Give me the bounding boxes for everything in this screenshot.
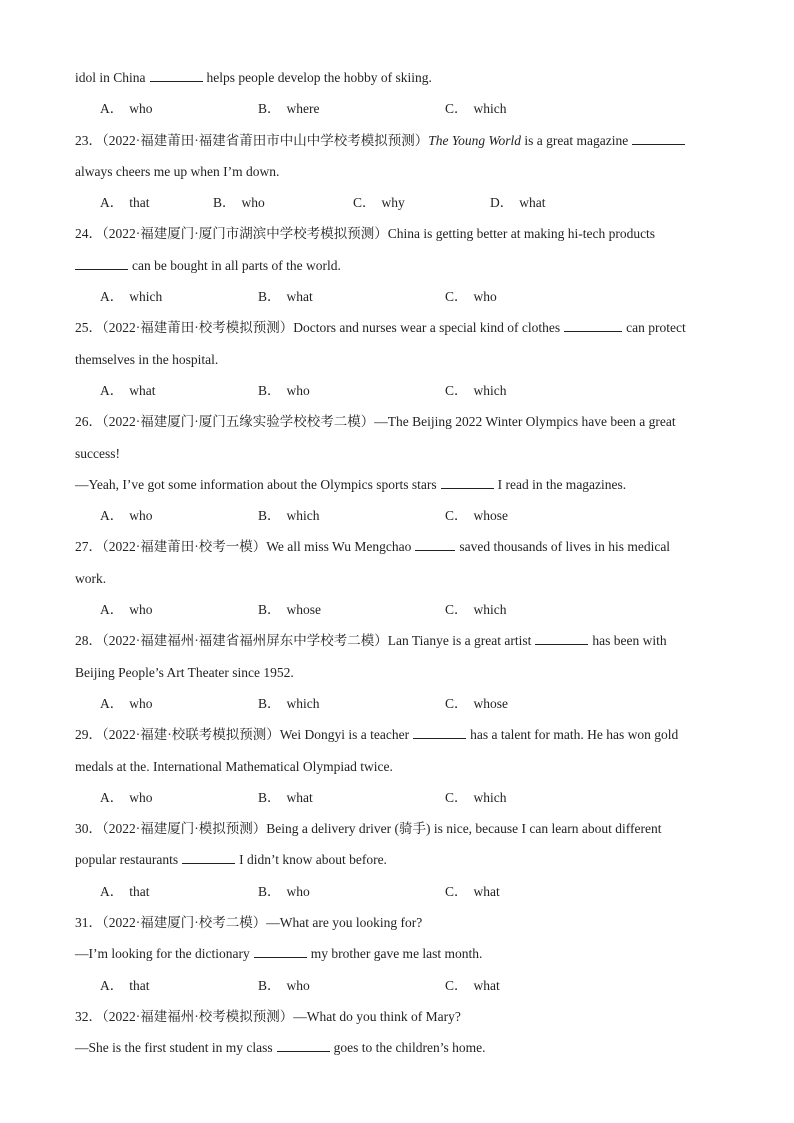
option-c[interactable]: C． which [445, 382, 507, 398]
q29-line2: medals at the. International Mathematical Olympiad twice. [75, 758, 393, 774]
option-b[interactable]: B． what [258, 289, 313, 305]
option-c[interactable]: C． which [445, 602, 507, 618]
option-a[interactable]: A． that [100, 977, 150, 993]
option-b[interactable]: B． who [258, 382, 310, 398]
answer-blank [415, 536, 455, 551]
q29-options [75, 782, 715, 813]
q23-options [75, 187, 715, 218]
question-number: 25． [75, 320, 102, 336]
q25-line1: 25．（2022·福建莆田·校考模拟预测）Doctors and nurses wear a special kind of clothes can protect [75, 312, 715, 343]
option-c[interactable]: C． what [445, 883, 500, 899]
option-c[interactable]: C． why [353, 195, 405, 211]
question-source: （2022·福建莆田·校考模拟预测） [102, 320, 294, 336]
q28-line1: 28．（2022·福建福州·福建省福州屏东中学校考二模）Lan Tianye is a great artist has been with [75, 625, 715, 656]
option-b[interactable]: B． who [213, 195, 265, 211]
q22-options [75, 93, 715, 124]
option-d[interactable]: D． what [490, 195, 546, 211]
option-c[interactable]: C． whose [445, 508, 509, 524]
option-b[interactable]: B． where [258, 101, 320, 117]
question-source: （2022·福建莆田·校考一模） [102, 539, 267, 555]
q30-line2: popular restaurants I didn’t know about before. [75, 844, 715, 875]
question-number: 26． [75, 414, 102, 430]
q30-options [75, 876, 715, 907]
q26-line3: —Yeah, I’ve got some information about the Olympics sports stars I read in the magazines. [75, 469, 715, 500]
option-a[interactable]: A． who [100, 508, 153, 524]
answer-blank [441, 474, 494, 489]
q24-line2: can be bought in all parts of the world. [75, 250, 715, 281]
question-source: （2022·福建福州·校考模拟预测） [102, 1008, 294, 1024]
q31-line1: 31．（2022·福建厦门·校考二模）—What are you looking for? [75, 915, 423, 931]
q22-text: helps people develop the hobby of skiing. [206, 70, 432, 85]
answer-blank [254, 943, 307, 958]
q23-line1: 23．（2022·福建莆田·福建省莆田市中山中学校考模拟预测）The Young World is a great magazine [75, 125, 715, 156]
question-source: （2022·福建厦门·模拟预测） [102, 821, 267, 837]
option-b[interactable]: B． who [258, 977, 310, 993]
question-number: 28． [75, 633, 102, 649]
option-a[interactable]: A． who [100, 789, 153, 805]
option-a[interactable]: A． who [100, 602, 153, 618]
option-b[interactable]: B． who [258, 883, 310, 899]
option-a[interactable]: A． what [100, 382, 156, 398]
q22-text: idol in China [75, 70, 146, 85]
question-source: （2022·福建莆田·福建省莆田市中山中学校考模拟预测） [102, 132, 429, 148]
option-a[interactable]: A． who [100, 695, 153, 711]
question-number: 24． [75, 226, 102, 242]
q25-options [75, 375, 715, 406]
q24-line1: 24．（2022·福建厦门·厦门市湖滨中学校考模拟预测）China is getting better at making hi-tech products [75, 226, 656, 242]
q29-line1: 29．（2022·福建·校联考模拟预测）Wei Dongyi is a teacher has a talent for math. He has won gold [75, 719, 715, 750]
question-source: （2022·福建·校联考模拟预测） [102, 727, 280, 743]
q24-options [75, 281, 715, 312]
q31-options [75, 970, 715, 1001]
q23-line2: always cheers me up when I’m down. [75, 163, 280, 179]
option-c[interactable]: C． what [445, 977, 500, 993]
question-source: （2022·福建福州·福建省福州屏东中学校考二模） [102, 633, 388, 649]
magazine-title: The Young World [428, 132, 522, 148]
q28-options [75, 688, 715, 719]
answer-blank [564, 317, 622, 332]
option-c[interactable]: C． which [445, 101, 507, 117]
q26-line2: success! [75, 445, 120, 461]
answer-blank [413, 724, 466, 739]
q27-options [75, 594, 715, 625]
option-b[interactable]: B． which [258, 695, 320, 711]
question-source: （2022·福建厦门·厦门市湖滨中学校考模拟预测） [102, 226, 388, 242]
answer-blank [75, 255, 128, 270]
question-number: 30． [75, 821, 102, 837]
q27-line2: work. [75, 570, 107, 586]
q27-line1: 27．（2022·福建莆田·校考一模）We all miss Wu Mengchao saved thousands of lives in his medical [75, 531, 715, 562]
option-a[interactable]: A． which [100, 289, 163, 305]
option-b[interactable]: B． whose [258, 602, 322, 618]
option-c[interactable]: C． which [445, 789, 507, 805]
question-source: （2022·福建厦门·厦门五缘实验学校校考二模） [102, 414, 375, 430]
option-a[interactable]: A． that [100, 195, 150, 211]
answer-blank [535, 630, 588, 645]
option-c[interactable]: C． who [445, 289, 497, 305]
q22-line1 [75, 62, 715, 93]
q28-line2: Beijing People’s Art Theater since 1952. [75, 664, 294, 680]
question-number: 23． [75, 132, 102, 148]
q30-line1: 30．（2022·福建厦门·模拟预测）Being a delivery driver (骑手) is nice, because I can learn about different [75, 821, 662, 837]
q31-line2: —I’m looking for the dictionary my brother gave me last month. [75, 938, 715, 969]
option-b[interactable]: B． which [258, 508, 320, 524]
question-number: 27． [75, 539, 102, 555]
question-number: 29． [75, 727, 102, 743]
question-number: 32． [75, 1008, 102, 1024]
option-b[interactable]: B． what [258, 789, 313, 805]
exam-page [75, 62, 715, 1064]
option-a[interactable]: A． that [100, 883, 150, 899]
q26-line1: 26．（2022·福建厦门·厦门五缘实验学校校考二模）—The Beijing 2022 Winter Olympics have been a great [75, 414, 676, 430]
q25-line2: themselves in the hospital. [75, 351, 219, 367]
answer-blank [277, 1037, 330, 1052]
q32-line1: 32．（2022·福建福州·校考模拟预测）—What do you think of Mary? [75, 1008, 461, 1024]
option-a[interactable]: A． who [100, 101, 153, 117]
answer-blank [150, 67, 203, 82]
q32-line2: —She is the first student in my class goes to the children’s home. [75, 1032, 715, 1063]
answer-blank [182, 849, 235, 864]
q26-options [75, 500, 715, 531]
answer-blank [632, 130, 685, 145]
question-number: 31． [75, 915, 102, 931]
option-c[interactable]: C． whose [445, 695, 509, 711]
question-source: （2022·福建厦门·校考二模） [102, 915, 267, 931]
